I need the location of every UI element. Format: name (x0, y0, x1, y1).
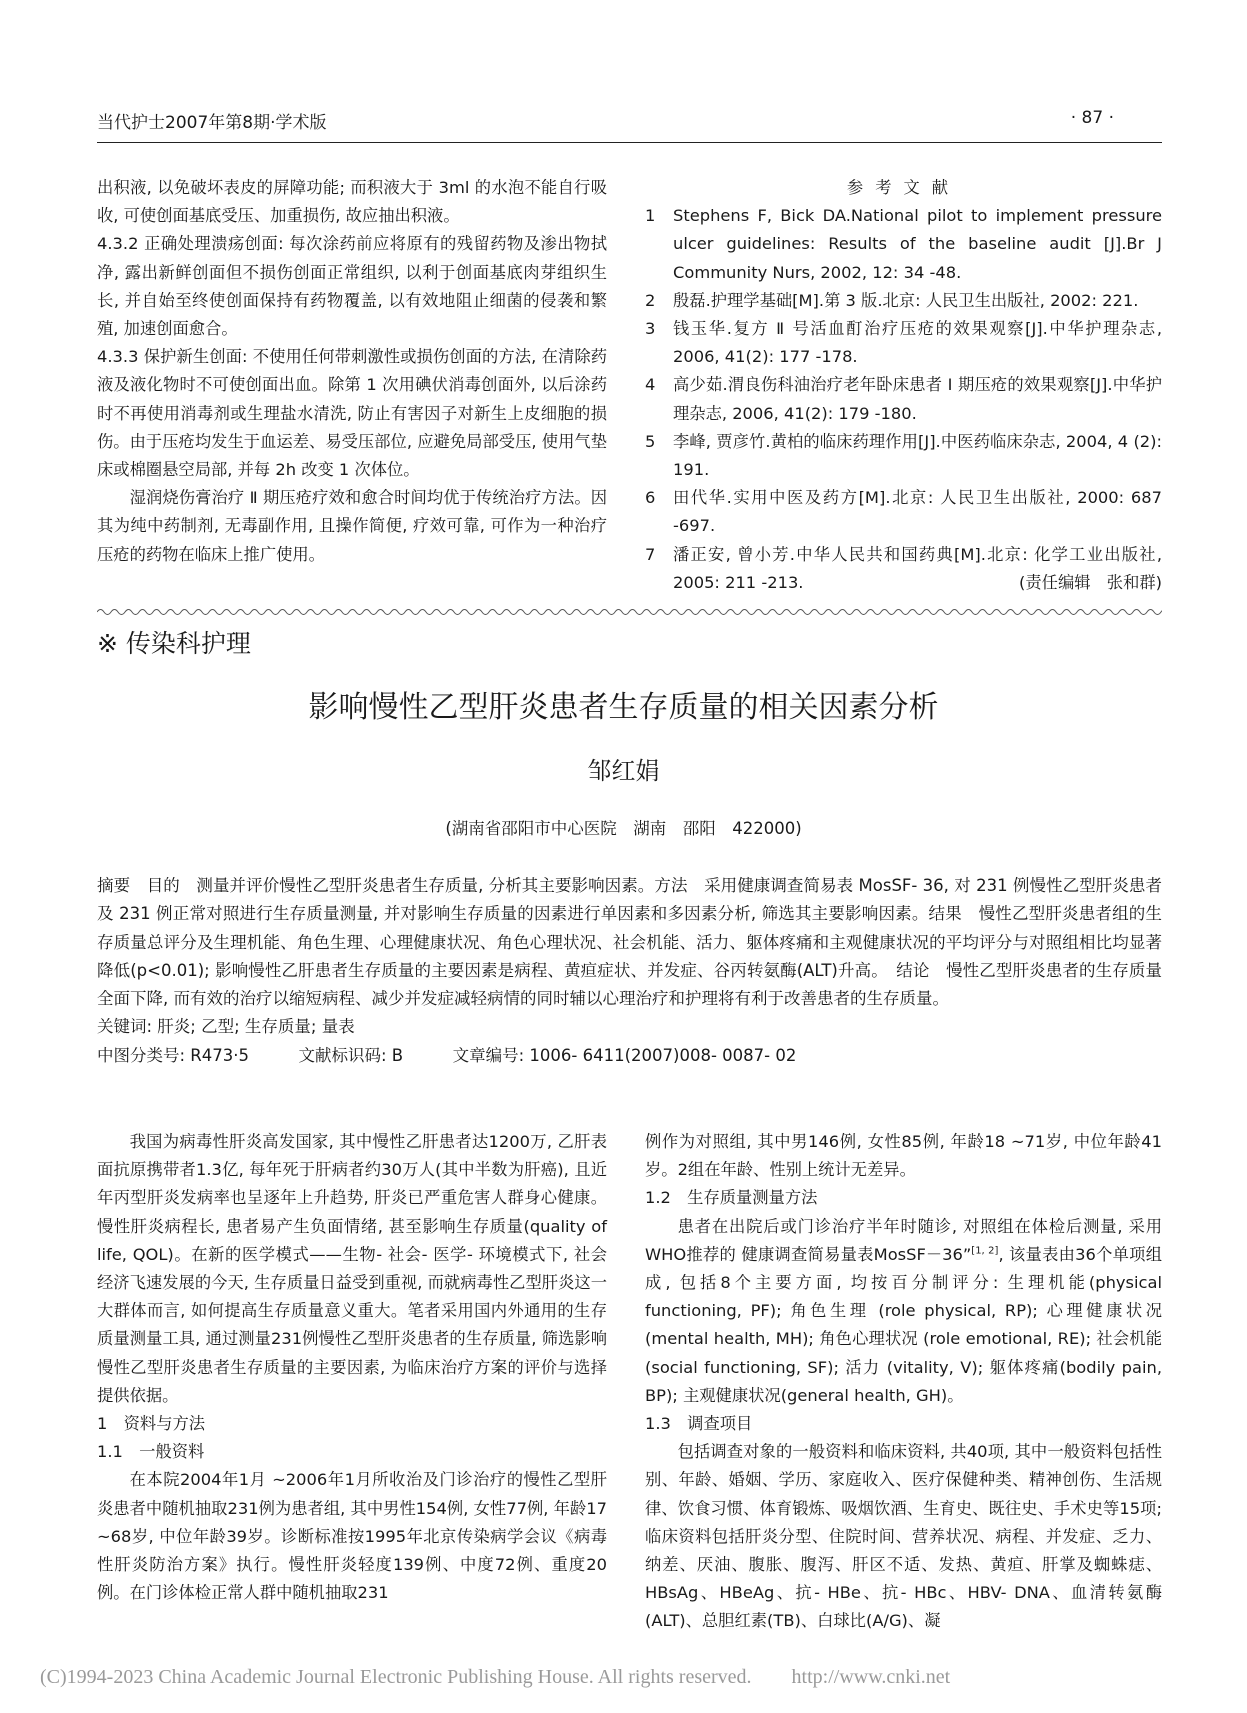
author-affiliation: (湖南省邵阳市中心医院 湖南 邵阳 422000) (445, 819, 802, 838)
reference-item (645, 315, 1162, 371)
body-text: 患者在出院后或门诊治疗半年时随诊, 对照组在体检后测量, 采用WHO推荐的 健康调查简易量表MosSF－36” (645, 1216, 1162, 1264)
reference-number: 7 (645, 544, 656, 564)
author-name: 邹红娟 (587, 757, 660, 785)
body-paragraph: 包括调查对象的一般资料和临床资料, 共40项, 其中一般资料包括性别、年龄、婚姻、学历、家庭收入、医疗保健种类、精神创伤、生活规律、饮食习惯、体育锻炼、吸烟饮酒、生育史、既往史、手术史等15项; 临床资料包括肝炎分型、住院时间、营养状况、病程、并发症、乏力、纳差、厌油、腹胀、腹泻、肝区不适、发热、黄疸、肝掌及蜘蛛痣、HBsAg、HBeAg、抗- HBe、抗- HBc、HBV- DNA、血清转氨酶(ALT)、总胆红素(TB)、白球比(A/G)、凝 (645, 1442, 1162, 1631)
body-text: , 该量表由36个单项组成, 包括8个主要方面, 均按百分制评分: 生理机能(physical functioning, PF); 角色生理 (role physical, RP); 心理健康状况(mental health, MH); 角色心理状况 (role emotional, RE); 社会机能(social functioning, SF); 活力 (vitality, V); 躯体疼痛(bodily pain, BP); 主观健康状况(general health, GH)。 (645, 1244, 1162, 1405)
header-rule (97, 142, 1162, 143)
section-heading: 1 资料与方法 (97, 1414, 206, 1434)
section-divider-wave (97, 606, 1162, 618)
reference-text: 高少茹.渭良伤科油治疗老年卧床患者 Ⅰ 期压疮的效果观察[J].中华护理杂志, 2006, 41(2): 179 -180. (673, 375, 1162, 423)
reference-number: 2 (645, 290, 656, 310)
reference-text: Stephens F, Bick DA.National pilot to implement pressure ulcer guidelines: Results of the baseline audit [J].Br J Community Nurs, 2002, 12: 34 -48. (673, 206, 1162, 282)
reference-item (645, 287, 1162, 315)
references-title: 参考文献 (846, 178, 961, 197)
copyright-footer: (C)1994-2023 China Academic Journal Electronic Publishing House. All rights reserved. http://www.cnki.net (40, 1666, 951, 1688)
body-paragraph: 例作为对照组, 其中男146例, 女性85例, 年龄18 ~71岁, 中位年龄41岁。2组在年龄、性别上统计无差异。 (645, 1132, 1162, 1180)
reference-number: 6 (645, 488, 656, 508)
body-paragraph: 4.3.2 正确处理溃疡创面: 每次涂药前应将原有的残留药物及渗出物拭净, 露出新鲜创面但不损伤创面正常组织, 以利于创面基底肉芽组织生长, 并自始至终使创面保持有药物覆盖, 以有效地阻止细菌的侵袭和繁殖, 加速创面愈合。 (97, 234, 607, 339)
reference-item (645, 202, 1162, 287)
reference-text: 潘正安, 曾小芳.中华人民共和国药典[M].北京: 化学工业出版社, 2005: 211 -213. (673, 544, 1162, 592)
body-paragraph: 在本院2004年1月 ~2006年1月所收治及门诊治疗的慢性乙型肝炎患者中随机抽取231例为患者组, 其中男性154例, 女性77例, 年龄17 ~68岁, 中位年龄39岁。诊断标准按1995年北京传染病学会议《病毒性肝炎防治方案》执行。慢性肝炎轻度139例、中度72例、重度20例。在门诊体检正常人群中随机抽取231 (97, 1470, 607, 1603)
citation-superscript: [1, 2] (971, 1245, 999, 1257)
reference-item (645, 484, 1162, 540)
body-paragraph: 出积液, 以免破坏表皮的屏障功能; 而积液大于 3ml 的水泡不能自行吸收, 可使创面基底受压、加重损伤, 故应抽出积液。 (97, 178, 607, 226)
reference-text: 田代华.实用中医及药方[M].北京: 人民卫生出版社, 2000: 687 -697. (673, 488, 1162, 536)
responsible-editor: (责任编辑 张和群) (1019, 572, 1162, 592)
reference-item (645, 428, 1162, 484)
abstract-text: 摘要 目的 测量并评价慢性乙型肝炎患者生存质量, 分析其主要影响因素。方法 采用健康调查简易表 MosSF- 36, 对 231 例慢性乙型肝炎患者及 231 例正常对照进行生存质量测量, 并对影响生存质量的因素进行单因素和多因素分析, 筛选其主要影响因素。结果 慢性乙型肝炎患者组的生存质量总评分及生理机能、角色生理、心理健康状况、角色心理状况、社会机能、活力、躯体疼痛和主观健康状况的平均评分与对照组相比均显著降低(p<0.01); 影响慢性乙肝患者生存质量的主要因素是病程、黄疸症状、并发症、谷丙转氨酶(ALT)升高。 结论 慢性乙型肝炎患者的生存质量全面下降, 而有效的治疗以缩短病程、减少并发症减轻病情的同时辅以心理治疗和护理将有利于改善患者的生存质量。 (97, 876, 1162, 1009)
abstract-block (97, 872, 1162, 1070)
journal-header: 当代护士2007年第8期·学术版 (97, 113, 327, 133)
subsection-heading: 1.2 生存质量测量方法 (645, 1188, 818, 1208)
article-title: 影响慢性乙型肝炎患者生存质量的相关因素分析 (308, 690, 939, 725)
references-column (645, 174, 1162, 597)
subsection-heading: 1.1 一般资料 (97, 1442, 205, 1462)
reference-text: 殷磊.护理学基础[M].第 3 版.北京: 人民卫生出版社, 2002: 221. (673, 290, 1139, 310)
reference-number: 5 (645, 431, 656, 451)
wave-line (97, 610, 1162, 615)
bottom-right-column (645, 1128, 1162, 1636)
top-left-column (97, 174, 607, 569)
reference-number: 4 (645, 375, 656, 395)
keywords: 关键词: 肝炎; 乙型; 生存质量; 量表 (97, 1017, 355, 1037)
reference-number: 3 (645, 319, 656, 339)
section-title: ※ 传染科护理 (97, 629, 251, 658)
reference-text: 李峰, 贾彦竹.黄柏的临床药理作用[J].中医药临床杂志, 2004, 4 (2): 191. (673, 431, 1162, 480)
body-paragraph (645, 1213, 1162, 1410)
reference-item (645, 541, 1162, 597)
subsection-heading: 1.3 调查项目 (645, 1414, 753, 1434)
body-paragraph: 我国为病毒性肝炎高发国家, 其中慢性乙肝患者达1200万, 乙肝表面抗原携带者1.3亿, 每年死于肝病者约30万人(其中半数为肝癌), 且近年丙型肝炎发病率也呈逐年上升趋势, 肝炎已严重危害人群身心健康。慢性肝炎病程长, 患者易产生负面情绪, 甚至影响生存质量(quality of life, QOL)。在新的医学模式——生物- 社会- 医学- 环境模式下, 社会经济飞速发展的今天, 生存质量日益受到重视, 而就病毒性乙型肝炎这一大群体而言, 如何提高生存质量意义重大。笔者采用国内外通用的生存质量测量工具, 通过测量231例慢性乙型肝炎患者的生存质量, 筛选影响慢性乙型肝炎患者生存质量的主要因素, 为临床治疗方案的评价与选择提供依据。 (97, 1132, 608, 1405)
body-paragraph: 4.3.3 保护新生创面: 不使用任何带刺激性或损伤创面的方法, 在清除药液及液化物时不可使创面出血。除第 1 次用碘伏消毒创面外, 以后涂药时不再使用消毒剂或生理盐水清洗, 防止有害因子对新生上皮细胞的损伤。由于压疮均发生于血运差、易受压部位, 应避免局部受压, 使用气垫床或棉圈悬空局部, 并每 2h 改变 1 次体位。 (97, 347, 607, 480)
page-number: · 87 · (1070, 108, 1114, 128)
reference-text: 钱玉华.复方 Ⅱ 号活血酊治疗压疮的效果观察[J].中华护理杂志, 2006, 41(2): 177 -178. (673, 319, 1162, 367)
body-paragraph: 湿润烧伤膏治疗 Ⅱ 期压疮疗效和愈合时间均优于传统治疗方法。因其为纯中药制剂, 无毒副作用, 且操作简便, 疗效可靠, 可作为一种治疗压疮的药物在临床上推广使用。 (97, 488, 607, 564)
classification-line: 中图分类号: R473·5 文献标识码: B 文章编号: 1006- 6411(2007)008- 0087- 02 (97, 1045, 797, 1065)
bottom-left-column (97, 1128, 607, 1607)
reference-number: 1 (645, 206, 656, 226)
reference-item (645, 371, 1162, 427)
